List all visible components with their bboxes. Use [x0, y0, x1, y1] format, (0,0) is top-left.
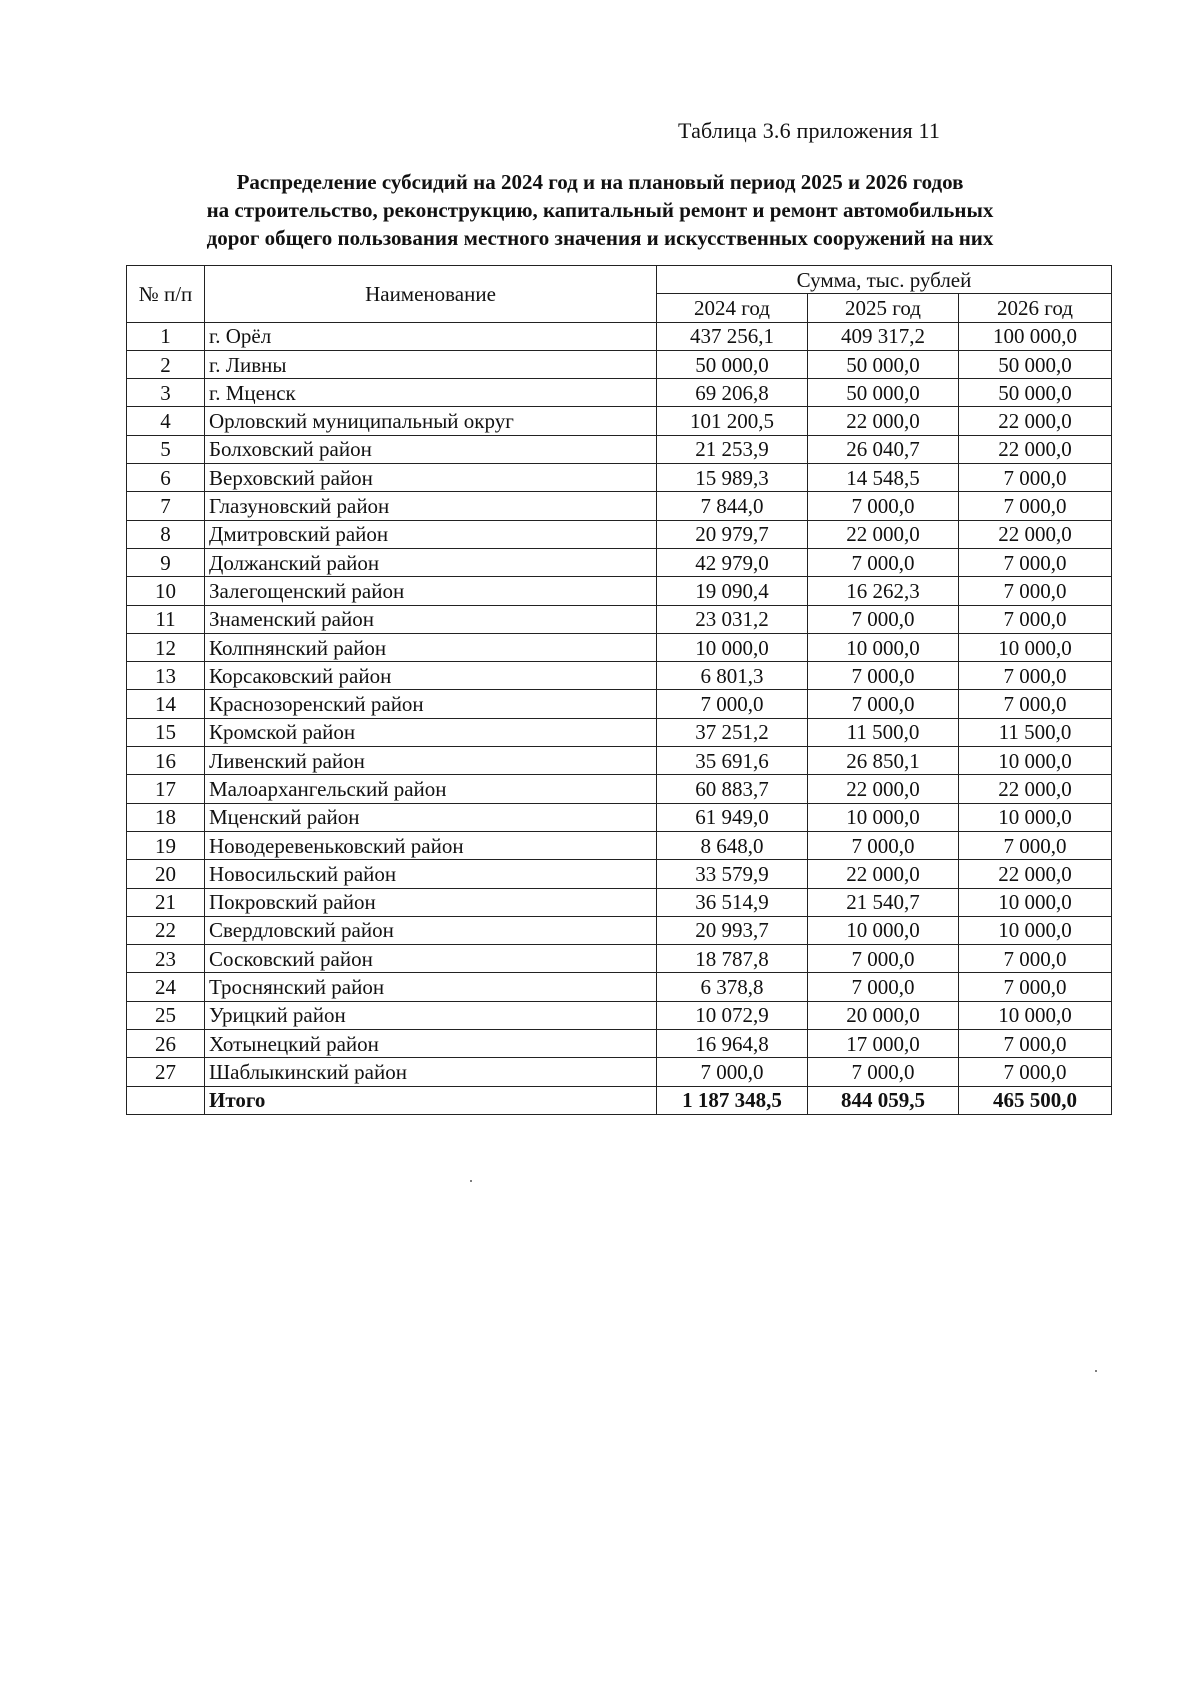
row-value-2024: 18 787,8: [657, 945, 808, 973]
row-value-2026: 10 000,0: [959, 888, 1112, 916]
row-value-2024: 69 206,8: [657, 379, 808, 407]
table-row: [127, 350, 1112, 378]
row-value-2025: 20 000,0: [808, 1001, 959, 1029]
row-name: Покровский район: [205, 888, 657, 916]
row-value-2025: 7 000,0: [808, 548, 959, 576]
table-row: [127, 577, 1112, 605]
row-name: Должанский район: [205, 548, 657, 576]
row-name: Верховский район: [205, 464, 657, 492]
row-value-2026: 7 000,0: [959, 605, 1112, 633]
row-number: 26: [127, 1030, 205, 1058]
row-name: Корсаковский район: [205, 662, 657, 690]
row-value-2025: 7 000,0: [808, 662, 959, 690]
header-number: № п/п: [127, 266, 205, 323]
row-value-2025: 7 000,0: [808, 605, 959, 633]
row-value-2025: 16 262,3: [808, 577, 959, 605]
row-value-2024: 437 256,1: [657, 322, 808, 350]
title-line: дорог общего пользования местного значения и искусственных сооружений на них: [206, 226, 994, 250]
row-number: 13: [127, 662, 205, 690]
row-number: 8: [127, 520, 205, 548]
table-row: [127, 407, 1112, 435]
row-name: Троснянский район: [205, 973, 657, 1001]
row-value-2026: 7 000,0: [959, 464, 1112, 492]
title-line: Распределение субсидий на 2024 год и на плановый период 2025 и 2026 годов: [236, 170, 964, 194]
row-number: 2: [127, 350, 205, 378]
row-number: 17: [127, 775, 205, 803]
row-value-2024: 23 031,2: [657, 605, 808, 633]
row-value-2025: 17 000,0: [808, 1030, 959, 1058]
row-value-2025: 7 000,0: [808, 690, 959, 718]
row-name: Краснозоренский район: [205, 690, 657, 718]
row-number: 5: [127, 435, 205, 463]
row-value-2025: 26 850,1: [808, 747, 959, 775]
table-row: [127, 435, 1112, 463]
row-number: 18: [127, 803, 205, 831]
row-value-2026: 10 000,0: [959, 1001, 1112, 1029]
row-number: 9: [127, 548, 205, 576]
table-row: [127, 973, 1112, 1001]
total-2026: 465 500,0: [959, 1086, 1112, 1114]
table-row: [127, 548, 1112, 576]
row-value-2024: 36 514,9: [657, 888, 808, 916]
row-name: Сосковский район: [205, 945, 657, 973]
row-number: 14: [127, 690, 205, 718]
row-name: г. Мценск: [205, 379, 657, 407]
row-value-2024: 6 801,3: [657, 662, 808, 690]
table-row: [127, 747, 1112, 775]
row-name: Новодеревеньковский район: [205, 831, 657, 859]
row-name: Малоархангельский район: [205, 775, 657, 803]
row-value-2026: 7 000,0: [959, 492, 1112, 520]
row-value-2024: 19 090,4: [657, 577, 808, 605]
row-value-2024: 50 000,0: [657, 350, 808, 378]
row-number: 25: [127, 1001, 205, 1029]
table-row: [127, 379, 1112, 407]
row-value-2024: 35 691,6: [657, 747, 808, 775]
row-value-2025: 10 000,0: [808, 916, 959, 944]
scan-speck: [470, 1180, 472, 1182]
row-value-2026: 50 000,0: [959, 350, 1112, 378]
row-number: 6: [127, 464, 205, 492]
header-sum: Сумма, тыс. рублей: [657, 266, 1112, 294]
row-name: г. Орёл: [205, 322, 657, 350]
row-number: 27: [127, 1058, 205, 1086]
row-value-2024: 37 251,2: [657, 718, 808, 746]
row-name: Урицкий район: [205, 1001, 657, 1029]
row-name: Залегощенский район: [205, 577, 657, 605]
row-number: 24: [127, 973, 205, 1001]
row-value-2024: 7 844,0: [657, 492, 808, 520]
table-row: [127, 605, 1112, 633]
row-number: 11: [127, 605, 205, 633]
row-value-2025: 21 540,7: [808, 888, 959, 916]
row-value-2026: 7 000,0: [959, 1058, 1112, 1086]
row-value-2024: 33 579,9: [657, 860, 808, 888]
table-row: [127, 803, 1112, 831]
table-row: [127, 1001, 1112, 1029]
row-number: 19: [127, 831, 205, 859]
table-row: [127, 860, 1112, 888]
scan-speck: [1095, 1370, 1097, 1372]
row-name: Глазуновский район: [205, 492, 657, 520]
row-name: Новосильский район: [205, 860, 657, 888]
row-value-2024: 16 964,8: [657, 1030, 808, 1058]
row-value-2026: 7 000,0: [959, 662, 1112, 690]
row-number: 4: [127, 407, 205, 435]
table-row: [127, 492, 1112, 520]
row-value-2024: 61 949,0: [657, 803, 808, 831]
row-name: Хотынецкий район: [205, 1030, 657, 1058]
row-number: 7: [127, 492, 205, 520]
total-label: Итого: [205, 1086, 657, 1114]
row-value-2025: 22 000,0: [808, 407, 959, 435]
row-value-2026: 22 000,0: [959, 407, 1112, 435]
header-year-2025: 2025 год: [808, 294, 959, 322]
row-value-2024: 7 000,0: [657, 690, 808, 718]
row-name: Орловский муниципальный округ: [205, 407, 657, 435]
subsidies-table: [126, 265, 1112, 1115]
table-row: [127, 1058, 1112, 1086]
row-number: 20: [127, 860, 205, 888]
row-value-2024: 21 253,9: [657, 435, 808, 463]
row-value-2024: 10 000,0: [657, 633, 808, 661]
row-name: Кромской район: [205, 718, 657, 746]
row-name: Знаменский район: [205, 605, 657, 633]
table-row: [127, 775, 1112, 803]
row-value-2026: 7 000,0: [959, 973, 1112, 1001]
total-number-cell: [127, 1086, 205, 1114]
row-value-2026: 10 000,0: [959, 747, 1112, 775]
row-value-2026: 10 000,0: [959, 803, 1112, 831]
row-value-2025: 22 000,0: [808, 520, 959, 548]
row-value-2025: 7 000,0: [808, 973, 959, 1001]
table-row: [127, 831, 1112, 859]
row-value-2025: 409 317,2: [808, 322, 959, 350]
row-value-2025: 22 000,0: [808, 775, 959, 803]
row-number: 22: [127, 916, 205, 944]
table-body: [127, 322, 1112, 1086]
table-row: [127, 945, 1112, 973]
row-number: 15: [127, 718, 205, 746]
total-2025: 844 059,5: [808, 1086, 959, 1114]
row-value-2025: 10 000,0: [808, 633, 959, 661]
row-value-2025: 50 000,0: [808, 379, 959, 407]
row-value-2024: 101 200,5: [657, 407, 808, 435]
table-row: [127, 888, 1112, 916]
row-name: Дмитровский район: [205, 520, 657, 548]
row-name: Мценский район: [205, 803, 657, 831]
row-number: 21: [127, 888, 205, 916]
row-value-2025: 7 000,0: [808, 831, 959, 859]
row-value-2025: 26 040,7: [808, 435, 959, 463]
header-name: Наименование: [205, 266, 657, 323]
row-value-2025: 7 000,0: [808, 945, 959, 973]
document-title: [100, 168, 1100, 252]
total-2024: 1 187 348,5: [657, 1086, 808, 1114]
header-year-2026: 2026 год: [959, 294, 1112, 322]
row-value-2025: 7 000,0: [808, 492, 959, 520]
title-line: на строительство, реконструкцию, капитальный ремонт и ремонт автомобильных: [206, 198, 994, 222]
table-row: [127, 322, 1112, 350]
row-value-2026: 22 000,0: [959, 775, 1112, 803]
row-value-2025: 11 500,0: [808, 718, 959, 746]
row-number: 23: [127, 945, 205, 973]
row-value-2026: 7 000,0: [959, 690, 1112, 718]
row-value-2024: 20 993,7: [657, 916, 808, 944]
row-value-2026: 7 000,0: [959, 831, 1112, 859]
row-value-2025: 22 000,0: [808, 860, 959, 888]
row-value-2026: 11 500,0: [959, 718, 1112, 746]
row-name: Шаблыкинский район: [205, 1058, 657, 1086]
row-value-2025: 50 000,0: [808, 350, 959, 378]
table-row: [127, 662, 1112, 690]
row-value-2026: 7 000,0: [959, 548, 1112, 576]
table-row: [127, 718, 1112, 746]
table-row: [127, 690, 1112, 718]
row-number: 16: [127, 747, 205, 775]
table-row: [127, 520, 1112, 548]
row-value-2025: 10 000,0: [808, 803, 959, 831]
row-value-2024: 7 000,0: [657, 1058, 808, 1086]
row-value-2026: 100 000,0: [959, 322, 1112, 350]
row-value-2024: 10 072,9: [657, 1001, 808, 1029]
row-number: 1: [127, 322, 205, 350]
row-name: Ливенский район: [205, 747, 657, 775]
row-value-2024: 60 883,7: [657, 775, 808, 803]
row-number: 12: [127, 633, 205, 661]
row-name: Свердловский район: [205, 916, 657, 944]
row-value-2026: 50 000,0: [959, 379, 1112, 407]
row-value-2026: 22 000,0: [959, 435, 1112, 463]
table-row: [127, 464, 1112, 492]
row-value-2026: 7 000,0: [959, 945, 1112, 973]
row-value-2024: 6 378,8: [657, 973, 808, 1001]
row-number: 10: [127, 577, 205, 605]
row-value-2026: 10 000,0: [959, 916, 1112, 944]
row-value-2024: 8 648,0: [657, 831, 808, 859]
row-value-2024: 42 979,0: [657, 548, 808, 576]
header-row: [127, 266, 1112, 294]
table-row: [127, 1030, 1112, 1058]
row-name: Колпнянский район: [205, 633, 657, 661]
row-name: Болховский район: [205, 435, 657, 463]
row-value-2026: 22 000,0: [959, 520, 1112, 548]
row-value-2025: 14 548,5: [808, 464, 959, 492]
row-name: г. Ливны: [205, 350, 657, 378]
table-row: [127, 633, 1112, 661]
total-row: [127, 1086, 1112, 1114]
row-value-2026: 22 000,0: [959, 860, 1112, 888]
row-value-2024: 15 989,3: [657, 464, 808, 492]
row-number: 3: [127, 379, 205, 407]
table-row: [127, 916, 1112, 944]
row-value-2024: 20 979,7: [657, 520, 808, 548]
table-label: Таблица 3.6 приложения 11: [678, 118, 941, 143]
row-value-2026: 7 000,0: [959, 577, 1112, 605]
row-value-2026: 7 000,0: [959, 1030, 1112, 1058]
row-value-2025: 7 000,0: [808, 1058, 959, 1086]
row-value-2026: 10 000,0: [959, 633, 1112, 661]
header-year-2024: 2024 год: [657, 294, 808, 322]
